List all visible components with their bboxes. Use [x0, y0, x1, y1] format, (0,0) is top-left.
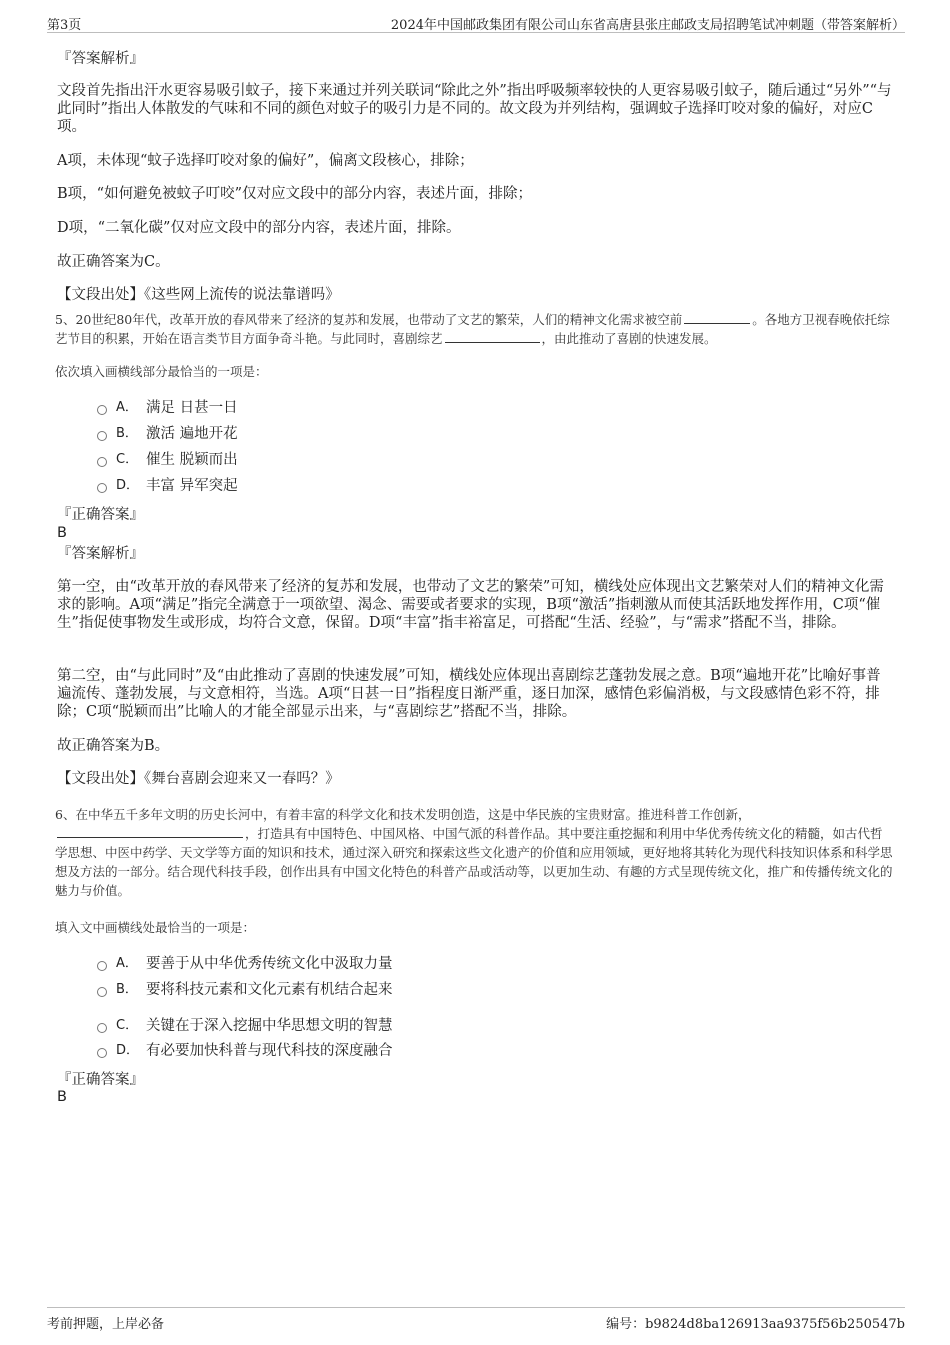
option-key: C．: [116, 1018, 139, 1033]
option-text: 激活 遍地开花: [146, 426, 238, 442]
option-key: C．: [116, 452, 139, 467]
q5-option-a[interactable]: [97, 399, 238, 417]
q5-conclusion: 故正确答案为B。: [57, 738, 170, 754]
page-number: 第3页: [47, 18, 82, 33]
radio-icon[interactable]: [97, 431, 107, 441]
q5-analysis-label: 『答案解析』: [57, 546, 144, 562]
radio-icon[interactable]: [97, 961, 107, 971]
radio-icon[interactable]: [97, 1048, 107, 1058]
q4-analysis-para3: B项，“如何避免被蚊子叮咬”仅对应文段中的部分内容，表述片面，排除；: [57, 186, 532, 202]
document-code: 编号：b9824d8ba126913aa9375f56b250547b: [606, 1317, 905, 1332]
radio-icon[interactable]: [97, 987, 107, 997]
radio-icon[interactable]: [97, 457, 107, 467]
q4-analysis-para1: 文段首先指出汗水更容易吸引蚊子，接下来通过并列关联词“除此之外”指出呼吸频率较快的人更容易吸引蚊子，随后通过“另外”“与此同时”指出人体散发的气味和不同的颜色对蚊子的吸引力是不同的。故文段为并列结构，强调蚊子选择叮咬对象的偏好，对应C项。: [57, 83, 892, 135]
q6-blank: [57, 824, 243, 838]
q5-option-d[interactable]: [97, 477, 238, 495]
option-key: B．: [116, 426, 138, 441]
option-key: D．: [116, 478, 140, 493]
q5-stem: [55, 310, 893, 348]
q4-analysis-label: 『答案解析』: [57, 51, 144, 67]
q6-stem-part1: 6、在中华五千多年文明的历史长河中，有着丰富的科学文化和技术发明创造，这是中华民族的宝贵财富。推进科普工作创新，: [55, 807, 751, 822]
q5-stem-part3: ，由此推动了喜剧的快速发展。: [541, 331, 717, 346]
q4-conclusion: 故正确答案为C。: [57, 254, 170, 270]
header-divider: [47, 32, 905, 33]
footer-slogan: 考前押题，上岸必备: [47, 1317, 165, 1332]
option-text: 要将科技元素和文化元素有机结合起来: [146, 982, 393, 998]
q6-option-a[interactable]: [97, 955, 393, 973]
q4-source: 【文段出处】《这些网上流传的说法靠谱吗》: [57, 287, 340, 303]
q6-option-b[interactable]: [97, 981, 393, 999]
q5-blank-2: [445, 329, 540, 343]
q4-analysis-para2: A项，未体现“蚊子选择叮咬对象的偏好”，偏离文段核心，排除；: [57, 153, 474, 169]
option-text: 催生 脱颖而出: [146, 452, 238, 468]
document-title: 2024年中国邮政集团有限公司山东省高唐县张庄邮政支局招聘笔试冲刺题（带答案解析）: [390, 18, 905, 33]
option-text: 要善于从中华优秀传统文化中汲取力量: [146, 956, 393, 972]
option-key: B．: [116, 982, 138, 997]
q4-analysis-para4: D项，“二氧化碳”仅对应文段中的部分内容，表述片面，排除。: [57, 220, 461, 236]
q6-option-c[interactable]: [97, 1017, 393, 1035]
q5-analysis-para2: 第二空，由“与此同时”及“由此推动了喜剧的快速发展”可知，横线处应体现出喜剧综艺蓬勃发展之意。B项“遍地开花”比喻好事普遍流传、蓬勃发展，与文意相符，当选。A项“日甚一日”指程度日渐严重，逐日加深，感情色彩偏消极，与文段感情色彩不符，排除；C项“脱颖而出”比喻人的才能全部显示出来，与“喜剧综艺”搭配不当，排除。: [57, 668, 881, 720]
q6-option-d[interactable]: [97, 1042, 393, 1060]
option-key: D．: [116, 1043, 140, 1058]
q6-stem-part2: ，打造具有中国特色、中国风格、中国气派的科普作品。其中要注重挖掘和利用中华优秀传统文化的精髓，如古代哲学思想、中医中药学、天文学等方面的知识和技术，通过深入研究和探索这些文化遗产的价值和应用领域，更好地将其转化为现代科技知识体系和科学思想及方法的一部分。结合现代科技手段，创作出具有中国文化特色的科普产品或活动等，以更加生动、有趣的方式呈现传统文化，推广和传播传统文化的魅力与价值。: [55, 826, 893, 898]
option-text: 满足 日甚一日: [146, 400, 238, 416]
q5-analysis-para1: 第一空，由“改革开放的春风带来了经济的复苏和发展，也带动了文艺的繁荣”可知，横线处应体现出文艺繁荣对人们的精神文化需求的影响。A项“满足”指完全满意于一项欲望、渴念、需要或者要求的实现，B项“激活”指刺激从而使其活跃地发挥作用，C项“催生”指促使事物发生或形成，均符合文意，保留。D项“丰富”指丰裕富足，可搭配“生活、经验”，与“需求”搭配不当，排除。: [57, 579, 884, 631]
q5-stem-part2: 。各地方卫视春晚依托综艺节目的积累，开始在语言类节目方面争奇斗艳。与此同时，喜剧综艺: [55, 312, 890, 346]
option-text: 有必要加快科普与现代科技的深度融合: [146, 1043, 393, 1059]
radio-icon[interactable]: [97, 405, 107, 415]
option-text: 丰富 异军突起: [146, 478, 238, 494]
q5-correct-label: 『正确答案』: [57, 507, 144, 523]
q5-option-c[interactable]: [97, 451, 238, 469]
radio-icon[interactable]: [97, 1023, 107, 1033]
q5-correct-answer: B: [57, 525, 67, 541]
q6-correct-answer: B: [57, 1089, 67, 1105]
q6-prompt: 填入文中画横线处最恰当的一项是：: [55, 920, 256, 935]
q6-stem: [55, 805, 893, 900]
q5-stem-part1: 5、20世纪80年代，改革开放的春风带来了经济的复苏和发展，也带动了文艺的繁荣，人们的精神文化需求被空前: [55, 312, 683, 327]
option-key: A．: [116, 400, 138, 415]
option-key: A．: [116, 956, 138, 971]
option-text: 关键在于深入挖掘中华思想文明的智慧: [146, 1018, 393, 1034]
q5-blank-1: [684, 310, 750, 324]
radio-icon[interactable]: [97, 483, 107, 493]
footer-divider: [47, 1307, 905, 1308]
q5-source: 【文段出处】《舞台喜剧会迎来又一春吗？》: [57, 771, 340, 787]
q6-correct-label: 『正确答案』: [57, 1072, 144, 1088]
q5-prompt: 依次填入画横线部分最恰当的一项是：: [55, 364, 268, 379]
q5-option-b[interactable]: [97, 425, 238, 443]
